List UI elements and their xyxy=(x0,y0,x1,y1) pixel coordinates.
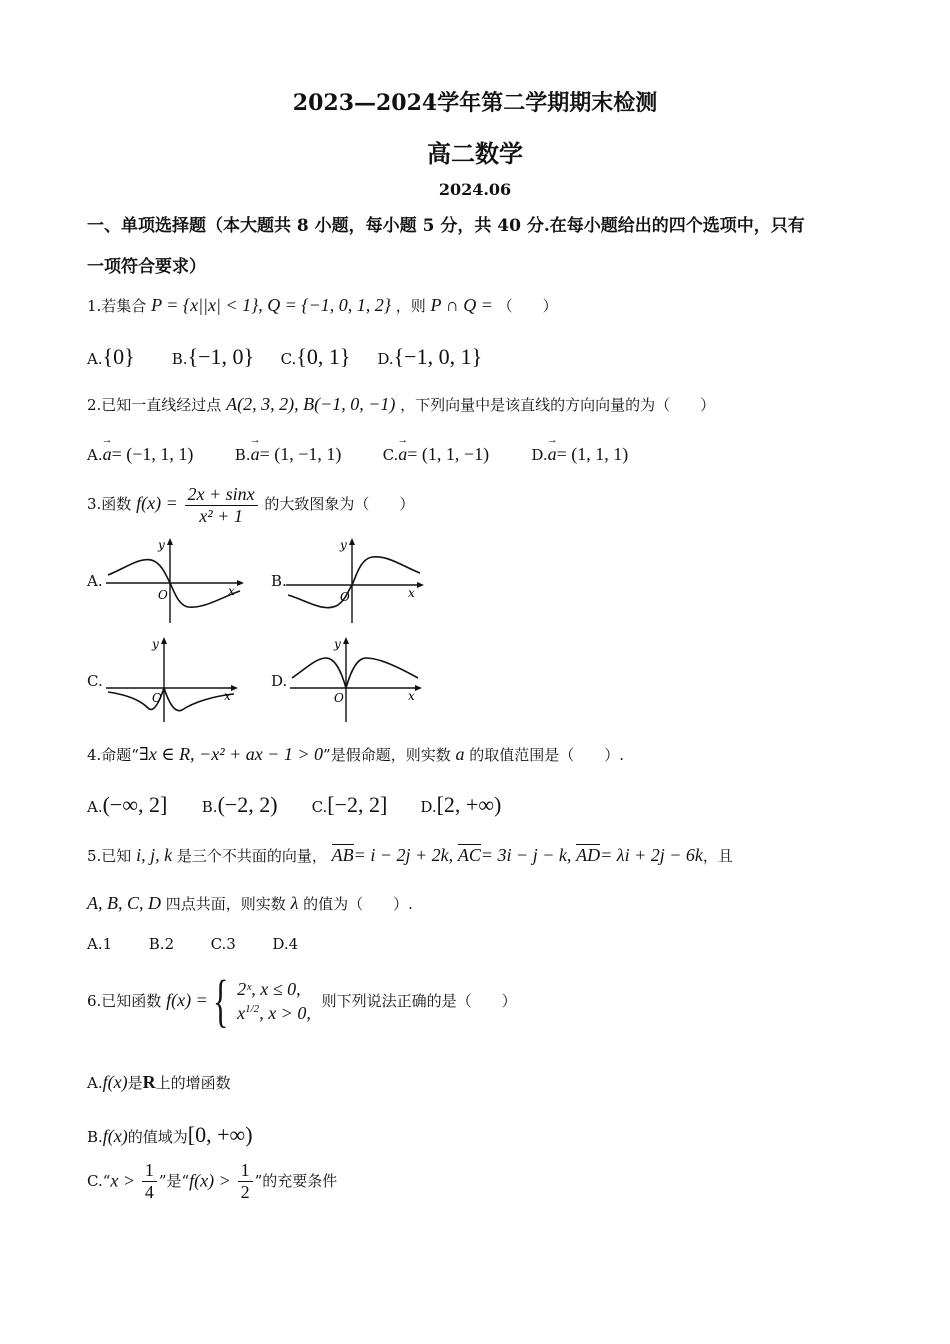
graph-c-y-arrow xyxy=(161,637,167,644)
q6-piecewise: 2ˣ, x ≤ 0, $x^{1/2}$, x > 0, xyxy=(237,978,311,1023)
graph-c-origin: O xyxy=(152,691,162,705)
q1-option-a[interactable]: A.{0} xyxy=(87,344,135,369)
q3-fraction: $\frac{2x + \sin x}{\text{x² + 1}}$ xyxy=(185,484,258,526)
q4-options xyxy=(87,792,501,818)
graph-a-label[interactable]: A. xyxy=(87,572,103,590)
q1-option-d[interactable]: D.{−1, 0, 1} xyxy=(377,344,483,369)
graph-a-y-label: y xyxy=(158,538,165,552)
graph-b-curve xyxy=(288,557,420,608)
q4-option-b[interactable]: B.(−2, 2) xyxy=(201,792,278,817)
graph-a-origin: O xyxy=(158,588,168,602)
q5-vector-ab: AB xyxy=(331,845,354,865)
graph-d-origin: O xyxy=(334,691,344,705)
question-3: 3.函数 f(x) = $\frac{2x + \sin x}{\text{x² + 1}}$ 的大致图象为（ ） xyxy=(87,484,415,526)
graph-a-y-arrow xyxy=(167,538,173,545)
question-5-line2: A, B, C, D 四点共面，则实数 λ 的值为（ ）. xyxy=(87,893,413,913)
q1-option-c[interactable]: C.{0, 1} xyxy=(280,344,351,369)
q6-fraction-half: $\frac{1}{2}$ xyxy=(238,1160,253,1202)
graph-d-x-label: x xyxy=(408,689,415,703)
graph-b[interactable] xyxy=(284,535,429,625)
q2-option-c[interactable]: C.→ a= (1, 1, −1) xyxy=(383,444,527,466)
q5-basis-vectors: i, j, k xyxy=(136,845,173,865)
q4-option-a[interactable]: A.(−∞, 2] xyxy=(87,792,168,817)
graph-d[interactable] xyxy=(288,634,428,724)
question-4: 4.命题“∃x ∈ R, −x² + ax − 1 > 0”是假命题，则实数 a 的取值范围是（ ）. xyxy=(87,744,625,764)
q6-brace: { xyxy=(212,968,228,1033)
q6-option-a[interactable]: A.f(x)是R上的增函数 xyxy=(87,1072,231,1092)
graph-d-y-label: y xyxy=(334,637,341,651)
exam-date: 2024.06 xyxy=(438,180,512,199)
q5-option-d[interactable]: D.4 xyxy=(272,935,299,953)
section-heading-line2: 一项符合要求） xyxy=(87,257,206,277)
graph-a-x-label: x xyxy=(228,584,235,598)
graph-a[interactable] xyxy=(104,535,249,625)
question-2: 2.已知一直线经过点 A(2, 3, 2), B(−1, 0, −1) ，下列向量中是该直线的方向向量的为（ ） xyxy=(87,394,716,414)
graph-c-y-label: y xyxy=(152,637,159,651)
section-heading-line1: 一、单项选择题（本大题共 8 小题，每小题 5 分，共 40 分.在每小题给出的四个选项中，只有 xyxy=(87,216,805,236)
graph-d-label[interactable]: D. xyxy=(271,672,288,690)
graph-b-label[interactable]: B. xyxy=(271,572,287,590)
q2-options xyxy=(87,444,628,466)
graph-b-origin: O xyxy=(340,590,350,604)
q1-sets: P = {x||x| < 1}, Q = {−1, 0, 1, 2} xyxy=(151,295,391,315)
graph-b-y-arrow xyxy=(349,538,355,545)
q4-option-c[interactable]: C.[−2, 2] xyxy=(311,792,388,817)
q2-option-d[interactable]: D.→ a= (1, 1, 1) xyxy=(531,444,628,466)
graph-c-x-label: x xyxy=(224,689,231,703)
exam-subject: 高二数学 xyxy=(427,139,523,168)
q4-option-d[interactable]: D.[2, +∞) xyxy=(420,792,502,817)
q5-option-b[interactable]: B.2 xyxy=(148,935,175,953)
graph-c[interactable] xyxy=(104,634,244,724)
q4-proposition: ∃x ∈ R, −x² + ax − 1 > 0 xyxy=(138,744,324,764)
question-1: 1.若集合 P = {x||x| < 1}, Q = {−1, 0, 1, 2} ，则 P ∩ Q = （ ） xyxy=(87,295,558,315)
graph-a-x-arrow xyxy=(237,580,244,586)
q2-option-b[interactable]: B.→ a= (1, −1, 1) xyxy=(235,444,378,466)
graph-b-x-arrow xyxy=(417,582,424,588)
graph-d-x-arrow xyxy=(415,685,422,691)
q2-option-a[interactable]: A.→ a= (−1, 1, 1) xyxy=(87,444,230,466)
graph-b-x-label: x xyxy=(408,586,415,600)
q5-option-a[interactable]: A.1 xyxy=(87,935,113,953)
question-6: 6.已知函数 f(x) = { 2ˣ, x ≤ 0, $x^{1/2}$, x > 0, 则下列说法正确的是（ ） xyxy=(87,968,517,1033)
q2-points: A(2, 3, 2), B(−1, 0, −1) xyxy=(226,394,396,414)
graph-c-x-arrow xyxy=(231,685,238,691)
q6-option-c[interactable]: C.“x > $\frac{1}{4}$ ”是“f(x) > $\frac{1}{2}$ ”的充要条件 xyxy=(87,1160,338,1202)
q6-option-b[interactable]: B.f(x)的值域为[0, +∞) xyxy=(87,1122,253,1147)
graph-c-curve xyxy=(108,688,234,711)
q5-vector-ad: AD xyxy=(576,845,601,865)
graph-d-y-arrow xyxy=(343,637,349,644)
question-5: 5.已知 i, j, k 是三个不共面的向量， AB= i − 2j + 2k, AC= 3i − j − k, AD= λi + 2j − 6k，且 xyxy=(87,845,733,865)
q1-options xyxy=(87,344,482,370)
q6-fraction-quarter: $\frac{1}{4}$ xyxy=(142,1160,157,1202)
q5-options xyxy=(87,935,298,953)
exam-title: 2023—2024学年第二学期期末检测 xyxy=(292,90,658,116)
graph-c-label[interactable]: C. xyxy=(87,672,103,690)
graph-b-y-label: y xyxy=(340,538,347,552)
q5-option-c[interactable]: C.3 xyxy=(210,935,236,953)
graph-d-curve xyxy=(292,658,418,688)
q5-vector-ac: AC xyxy=(457,845,481,865)
q1-option-b[interactable]: B.{−1, 0} xyxy=(171,344,255,369)
